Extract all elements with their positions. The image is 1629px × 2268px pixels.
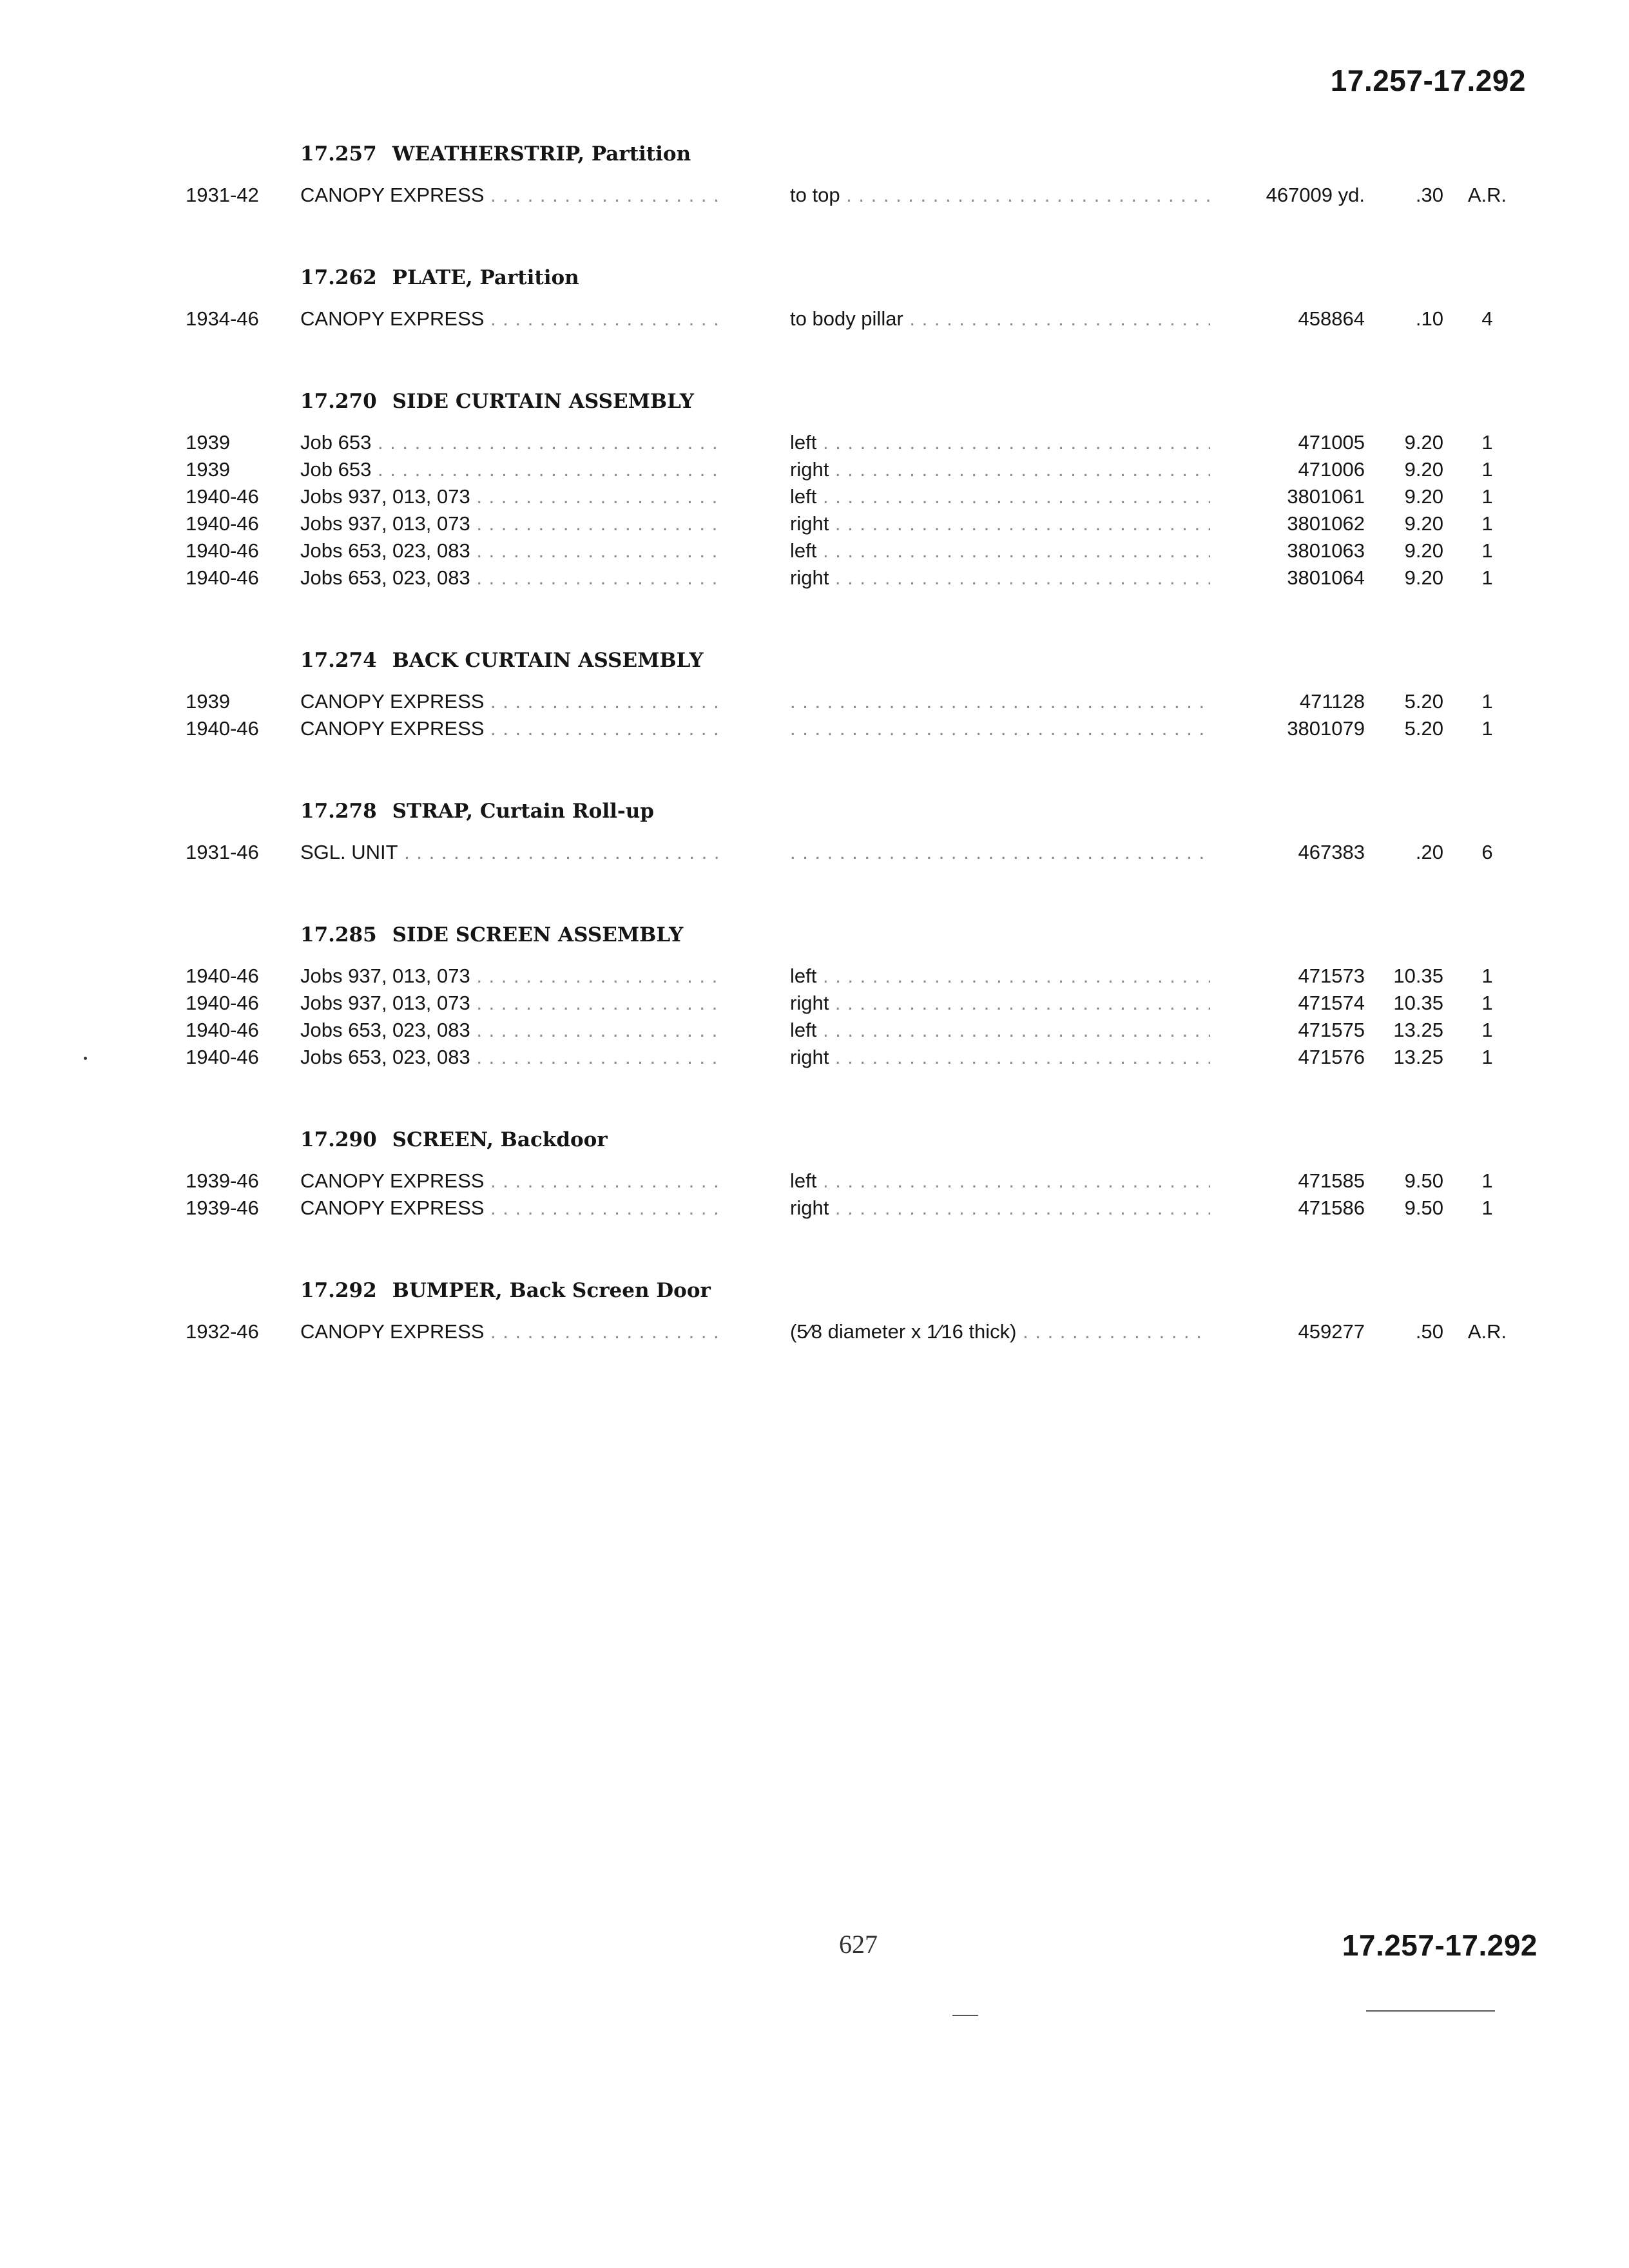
model-years: 1931-42 (186, 184, 259, 206)
position-note: to body pillar . . . (790, 305, 1210, 332)
section-number: 17.274 (300, 649, 377, 672)
list-price: 9.20 (1404, 458, 1443, 481)
application: CANOPY EXPRESS . . . (300, 1168, 719, 1195)
part-number: 471576 (1298, 1046, 1365, 1068)
section-title: STRAP, Curtain Roll-up (392, 800, 654, 823)
quantity: 6 (1481, 841, 1493, 863)
part-row (0, 1017, 1629, 1044)
position-note: left . . . (790, 537, 1210, 564)
section-title: PLATE, Partition (392, 266, 579, 289)
section-title: BACK CURTAIN ASSEMBLY (392, 649, 704, 672)
section-heading (0, 259, 1629, 296)
application: Jobs 653, 023, 083 . . . (300, 537, 719, 564)
part-number: 3801079 (1287, 717, 1365, 740)
list-price: .20 (1415, 841, 1443, 863)
list-price: 9.20 (1404, 539, 1443, 562)
application: Jobs 937, 013, 073 . . . (300, 990, 719, 1017)
section-heading (0, 1121, 1629, 1158)
position-note: right . . . (790, 564, 1210, 591)
section-heading (0, 383, 1629, 420)
section-heading (0, 1272, 1629, 1309)
list-price: 5.20 (1404, 717, 1443, 740)
page-number: 627 (839, 1930, 878, 1959)
model-years: 1940-46 (186, 485, 259, 508)
application: CANOPY EXPRESS . . . (300, 715, 719, 742)
part-row (0, 182, 1629, 209)
part-number: 3801064 (1287, 566, 1365, 589)
part-number: 3801061 (1287, 485, 1365, 508)
list-price: 9.20 (1404, 512, 1443, 535)
list-price: 13.25 (1393, 1046, 1443, 1068)
model-years: 1940-46 (186, 1046, 259, 1068)
part-number: 471005 (1298, 431, 1365, 454)
part-number: 471006 (1298, 458, 1365, 481)
position-note: left . . . (790, 483, 1210, 510)
model-years: 1940-46 (186, 512, 259, 535)
quantity: A.R. (1467, 184, 1507, 206)
section-title: SIDE SCREEN ASSEMBLY (392, 923, 684, 947)
quantity: A.R. (1467, 1320, 1507, 1343)
section-heading (0, 642, 1629, 679)
part-number: 471586 (1298, 1196, 1365, 1219)
section-title: BUMPER, Back Screen Door (392, 1279, 711, 1302)
section-heading (0, 793, 1629, 830)
quantity: 1 (1481, 458, 1493, 481)
part-row (0, 963, 1629, 990)
section-number: 17.262 (300, 266, 377, 289)
quantity: 1 (1481, 566, 1493, 589)
section-title: SCREEN, Backdoor (392, 1128, 608, 1151)
quantity: 1 (1481, 1169, 1493, 1192)
position-note (790, 688, 1210, 715)
section-heading (0, 135, 1629, 173)
position-note: left . . . (790, 429, 1210, 456)
quantity: 1 (1481, 512, 1493, 535)
section-number: 17.270 (300, 390, 377, 413)
part-row (0, 688, 1629, 715)
list-price: 9.50 (1404, 1196, 1443, 1219)
part-group-section (0, 916, 1629, 1071)
part-number: 458864 (1298, 307, 1365, 330)
part-row (0, 510, 1629, 537)
position-note: right . . . (790, 1044, 1210, 1071)
section-title: SIDE CURTAIN ASSEMBLY (392, 390, 695, 413)
application: Jobs 653, 023, 083 . . . (300, 564, 719, 591)
part-group-section (0, 1121, 1629, 1222)
model-years: 1934-46 (186, 307, 259, 330)
quantity: 4 (1481, 307, 1493, 330)
quantity: 1 (1481, 1019, 1493, 1041)
part-row (0, 1318, 1629, 1345)
quantity: 1 (1481, 1046, 1493, 1068)
part-row (0, 483, 1629, 510)
section-number: 17.290 (300, 1128, 377, 1151)
position-note: left . . . (790, 1168, 1210, 1195)
list-price: 10.35 (1393, 965, 1443, 987)
quantity: 1 (1481, 431, 1493, 454)
section-title: WEATHERSTRIP, Partition (392, 142, 691, 166)
quantity: 1 (1481, 539, 1493, 562)
list-price: 9.50 (1404, 1169, 1443, 1192)
model-years: 1940-46 (186, 717, 259, 740)
part-number: 467383 (1298, 841, 1365, 863)
list-price: .50 (1415, 1320, 1443, 1343)
section-heading (0, 916, 1629, 954)
part-group-section (0, 1272, 1629, 1345)
position-note (790, 715, 1210, 742)
list-price: 9.20 (1404, 431, 1443, 454)
list-price: 10.35 (1393, 992, 1443, 1014)
part-row (0, 456, 1629, 483)
scan-artifact-line (1366, 2010, 1495, 2012)
section-number: 17.285 (300, 923, 377, 947)
section-number: 17.292 (300, 1279, 377, 1302)
model-years: 1940-46 (186, 1019, 259, 1041)
part-number: 459277 (1298, 1320, 1365, 1343)
part-number: 3801063 (1287, 539, 1365, 562)
list-price: 13.25 (1393, 1019, 1443, 1041)
part-group-section (0, 383, 1629, 591)
part-row (0, 715, 1629, 742)
list-price: .30 (1415, 184, 1443, 206)
list-price: 9.20 (1404, 485, 1443, 508)
part-row (0, 1168, 1629, 1195)
application: SGL. UNIT . . . (300, 839, 719, 866)
part-number: 471575 (1298, 1019, 1365, 1041)
application: Jobs 653, 023, 083 . . . (300, 1017, 719, 1044)
list-price: 5.20 (1404, 690, 1443, 713)
model-years: 1940-46 (186, 539, 259, 562)
part-group-section (0, 259, 1629, 332)
list-price: .10 (1415, 307, 1443, 330)
part-number: 467009 yd. (1266, 184, 1365, 206)
application: CANOPY EXPRESS . . . (300, 1318, 719, 1345)
application: Jobs 937, 013, 073 . . . (300, 510, 719, 537)
model-years: 1940-46 (186, 992, 259, 1014)
part-number: 471585 (1298, 1169, 1365, 1192)
part-row (0, 537, 1629, 564)
model-years: 1939 (186, 690, 230, 713)
model-years: 1939-46 (186, 1169, 259, 1192)
part-number: 3801062 (1287, 512, 1365, 535)
part-group-section (0, 642, 1629, 742)
application: CANOPY EXPRESS . . . (300, 305, 719, 332)
quantity: 1 (1481, 485, 1493, 508)
position-note: right . . . (790, 510, 1210, 537)
section-number: 17.278 (300, 800, 377, 823)
quantity: 1 (1481, 965, 1493, 987)
part-number: 471128 (1299, 690, 1365, 713)
position-note: left . . . (790, 963, 1210, 990)
application: Jobs 653, 023, 083 . . . (300, 1044, 719, 1071)
part-row (0, 839, 1629, 866)
parts-sections (0, 135, 1629, 1396)
application: Jobs 937, 013, 073 . . . (300, 963, 719, 990)
position-note: to top . . . (790, 182, 1210, 209)
quantity: 1 (1481, 992, 1493, 1014)
application: Job 653 . . . (300, 456, 719, 483)
model-years: 1932-46 (186, 1320, 259, 1343)
scan-artifact-line (952, 2015, 978, 2016)
position-note: left . . . (790, 1017, 1210, 1044)
application: CANOPY EXPRESS . . . (300, 1195, 719, 1222)
part-row (0, 564, 1629, 591)
part-row (0, 1195, 1629, 1222)
position-note: right . . . (790, 990, 1210, 1017)
model-years: 1939-46 (186, 1196, 259, 1219)
model-years: 1940-46 (186, 965, 259, 987)
application: Job 653 . . . (300, 429, 719, 456)
position-note (790, 839, 1210, 866)
part-row (0, 990, 1629, 1017)
quantity: 1 (1481, 1196, 1493, 1219)
position-note: right . . . (790, 1195, 1210, 1222)
footer-section-range: 17.257-17.292 (1342, 1928, 1537, 1962)
part-group-section (0, 793, 1629, 866)
application: CANOPY EXPRESS . . . (300, 688, 719, 715)
part-row (0, 305, 1629, 332)
scan-speck (84, 1057, 87, 1060)
model-years: 1940-46 (186, 566, 259, 589)
part-number: 471573 (1298, 965, 1365, 987)
list-price: 9.20 (1404, 566, 1443, 589)
model-years: 1939 (186, 458, 230, 481)
quantity: 1 (1481, 717, 1493, 740)
section-number: 17.257 (300, 142, 377, 166)
part-number: 471574 (1298, 992, 1365, 1014)
part-row (0, 1044, 1629, 1071)
part-row (0, 429, 1629, 456)
part-group-section (0, 135, 1629, 209)
model-years: 1931-46 (186, 841, 259, 863)
application: CANOPY EXPRESS . . . (300, 182, 719, 209)
header-section-range: 17.257-17.292 (1330, 64, 1526, 97)
position-note: (5⁄8 diameter x 1⁄16 thick) . . . (790, 1318, 1210, 1345)
model-years: 1939 (186, 431, 230, 454)
position-note: right . . . (790, 456, 1210, 483)
application: Jobs 937, 013, 073 . . . (300, 483, 719, 510)
quantity: 1 (1481, 690, 1493, 713)
